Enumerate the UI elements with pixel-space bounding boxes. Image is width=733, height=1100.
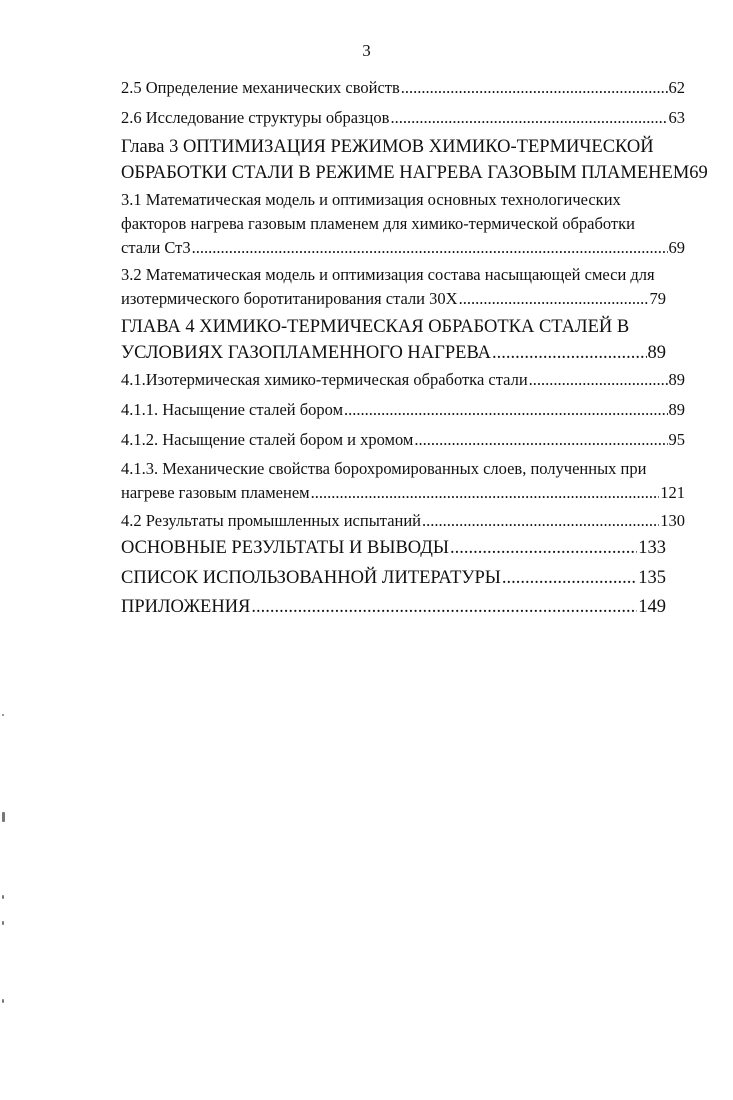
toc-entry-title-line: 4.1.3. Механические свойства борохромированных слоев, полученных при: [121, 459, 647, 478]
toc-entry-title-line: изотермического боротитанирования стали 30Х: [121, 289, 458, 308]
toc-entry-references[interactable]: [121, 565, 666, 591]
toc-entry-3-1[interactable]: [121, 188, 685, 260]
toc-entry-title: 4.1.Изотермическая химико-термическая обработка стали: [121, 370, 528, 389]
toc-entry-title: СПИСОК ИСПОЛЬЗОВАННОЙ ЛИТЕРАТУРЫ: [121, 568, 501, 588]
toc-page-number: 133: [638, 538, 666, 558]
toc-leader-dots: [529, 368, 668, 392]
toc-leader-dots: [251, 594, 637, 620]
toc-page-number: 135: [638, 568, 666, 588]
toc-entry-4-1[interactable]: [121, 368, 685, 392]
toc-entry-title: ПРИЛОЖЕНИЯ: [121, 597, 251, 617]
scan-artifact-mark: [2, 999, 4, 1003]
page-number: 3: [362, 41, 371, 60]
toc-leader-dots: [390, 106, 667, 130]
toc-page-number: 79: [649, 289, 666, 308]
toc-entry-4-1-3[interactable]: [121, 457, 685, 505]
toc-entry-title-line: факторов нагрева газовым пламенем для химико-термической обработки: [121, 214, 635, 233]
toc-entry-title: 4.1.1. Насыщение сталей бором: [121, 400, 344, 419]
toc-entry-title-line: Глава 3 ОПТИМИЗАЦИЯ РЕЖИМОВ ХИМИКО-ТЕРМИЧЕСКОЙ: [121, 137, 654, 157]
toc-entry-title-line: ГЛАВА 4 ХИМИКО-ТЕРМИЧЕСКАЯ ОБРАБОТКА СТАЛЕЙ В: [121, 317, 630, 337]
toc-page-number: 63: [668, 108, 685, 127]
toc-entry-title: ОСНОВНЫЕ РЕЗУЛЬТАТЫ И ВЫВОДЫ: [121, 538, 449, 558]
toc-entry-results[interactable]: [121, 535, 666, 561]
toc-entry-4-1-2[interactable]: [121, 428, 685, 452]
toc-page-number: 121: [660, 483, 685, 502]
toc-entry-title-line: 3.2 Математическая модель и оптимизация состава насыщающей смеси для: [121, 265, 655, 284]
toc-page-number: 95: [668, 430, 685, 449]
scan-artifact-mark: [2, 714, 4, 716]
toc-entry-title-line: УСЛОВИЯХ ГАЗОПЛАМЕННОГО НАГРЕВА: [121, 343, 491, 363]
toc-leader-dots: [414, 428, 667, 452]
toc-entry-title: 2.5 Определение механических свойств: [121, 78, 400, 97]
toc-page-number: 130: [660, 511, 685, 530]
toc-entry-3-2[interactable]: [121, 263, 685, 311]
toc-entry-title-line: стали Ст3: [121, 238, 191, 257]
toc-leader-dots: [192, 236, 668, 260]
toc-page-number: 69: [689, 163, 708, 183]
toc-leader-dots: [401, 76, 668, 100]
toc-leader-dots: [459, 287, 649, 311]
toc-entry-title: 2.6 Исследование структуры образцов: [121, 108, 390, 127]
toc-page-number: 69: [668, 238, 685, 257]
toc-chapter-3[interactable]: [121, 134, 708, 186]
toc-page-number: 89: [668, 400, 685, 419]
toc-entry-4-1-1[interactable]: [121, 398, 685, 422]
scan-artifact-mark: [2, 921, 4, 925]
toc-chapter-4[interactable]: [121, 314, 701, 366]
toc-leader-dots: [450, 535, 637, 561]
toc-entry-appendix[interactable]: [121, 594, 666, 620]
toc-entry-2-5[interactable]: [121, 76, 685, 100]
toc-leader-dots: [422, 509, 659, 533]
toc-page-number: 89: [647, 343, 666, 363]
toc-leader-dots: [311, 481, 660, 505]
toc-entry-2-6[interactable]: [121, 106, 685, 130]
toc-page-number: 149: [638, 597, 666, 617]
toc-page-number: 89: [668, 370, 685, 389]
scan-artifact-mark: [2, 895, 4, 899]
scan-artifact-mark: [2, 812, 5, 822]
toc-entry-4-2[interactable]: [121, 509, 685, 533]
toc-leader-dots: [344, 398, 667, 422]
toc-entry-title: 4.1.2. Насыщение сталей бором и хромом: [121, 430, 414, 449]
toc-leader-dots: [492, 340, 647, 366]
toc-entry-title-line: нагреве газовым пламенем: [121, 483, 310, 502]
toc-entry-title: 4.2 Результаты промышленных испытаний: [121, 511, 422, 530]
toc-leader-dots: [502, 565, 637, 591]
toc-entry-title-line: 3.1 Математическая модель и оптимизация основных технологических: [121, 190, 621, 209]
toc-entry-title-line: ОБРАБОТКИ СТАЛИ В РЕЖИМЕ НАГРЕВА ГАЗОВЫМ ПЛАМЕНЕМ: [121, 163, 690, 183]
toc-page-number: 62: [668, 78, 685, 97]
